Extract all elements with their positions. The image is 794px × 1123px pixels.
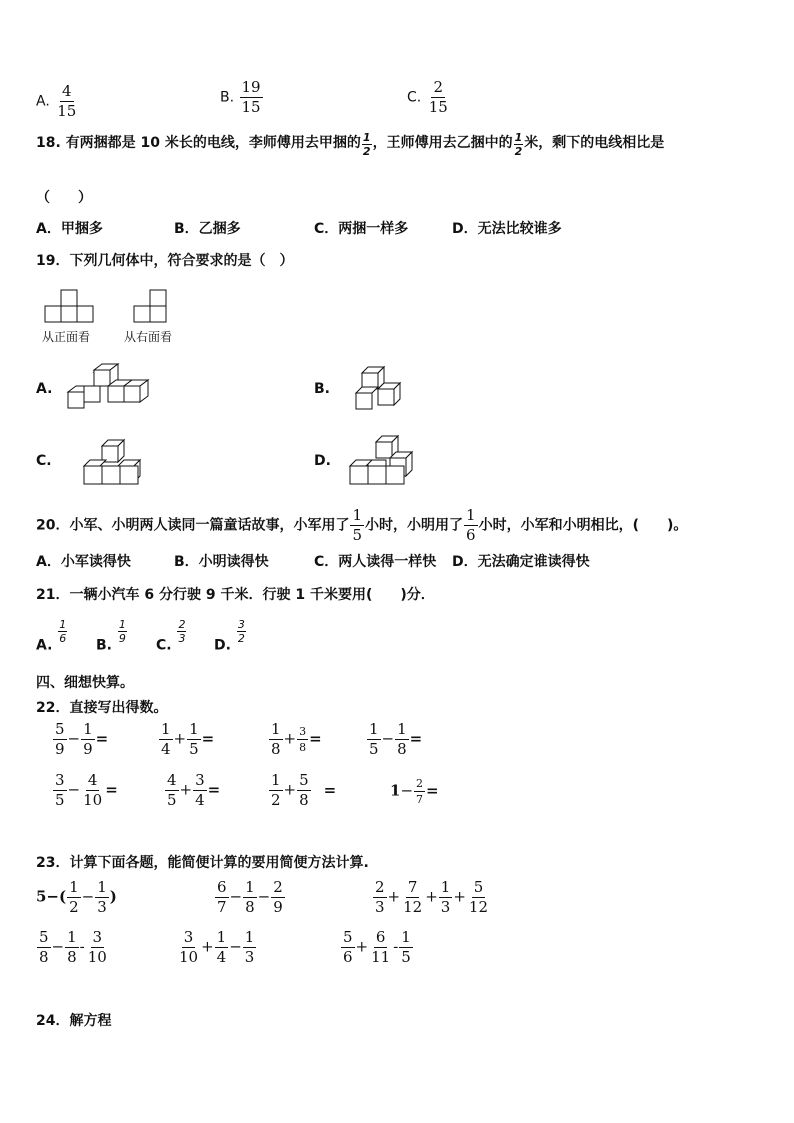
question-18 <box>36 132 664 157</box>
fraction: $\frac{7}{12}$ <box>403 878 423 916</box>
front-view-label: 从正面看 <box>42 330 91 344</box>
answer-paren: （ ） <box>36 190 92 206</box>
equals-sign: = <box>426 781 439 800</box>
q23-expr-2 <box>214 880 286 915</box>
suffix: ) <box>109 887 117 906</box>
fraction: $\frac{1}{3}$ <box>97 878 107 916</box>
fraction: $\frac{3}{10}$ <box>87 928 107 966</box>
q22-expr-7 <box>268 773 336 808</box>
fraction: $\frac{5}{8}$ <box>39 928 49 966</box>
fraction: $\frac{4}{10}$ <box>83 771 103 809</box>
question-text: ，王师傅用去乙捆中的 <box>372 135 513 151</box>
equals-sign: = <box>95 729 109 748</box>
operator: + <box>201 937 214 956</box>
fraction: $\frac{2}{15}$ <box>428 78 448 116</box>
q19-option-d-figure <box>348 432 420 488</box>
equals-sign: = <box>201 729 215 748</box>
operator: − <box>257 887 271 906</box>
question-text: 20．小军、小明两人读同一篇童话故事，小军用了 <box>36 517 350 534</box>
fraction: $\frac{4}{5}$ <box>167 771 177 809</box>
equals-sign: = <box>409 729 423 748</box>
fraction: $\frac{1}{2}$ <box>362 131 371 158</box>
option-label: C. <box>407 89 422 106</box>
fraction: $\frac{2}{3}$ <box>178 618 186 645</box>
operator: − <box>400 781 414 800</box>
fraction: $\frac{1}{5}$ <box>369 720 379 758</box>
question-text: 小时，小军和小明相比，( )。 <box>478 517 688 534</box>
fraction: $\frac{3}{5}$ <box>55 771 65 809</box>
option-label: C. <box>156 637 172 654</box>
q20-option-c: C．两人读得一样快 <box>314 554 437 570</box>
q18-option-b: B．乙捆多 <box>174 221 241 237</box>
fraction: $\frac{1}{5}$ <box>401 928 411 966</box>
operator: - <box>393 937 399 956</box>
operator: + <box>425 887 438 906</box>
fraction: $\frac{2}{9}$ <box>273 878 283 916</box>
q22-expr-2 <box>158 722 214 757</box>
operator: - <box>79 937 85 956</box>
operator: − <box>51 937 65 956</box>
fraction: $\frac{1}{6}$ <box>59 618 67 645</box>
fraction: $\frac{2}{3}$ <box>375 878 385 916</box>
whole-number: 1 <box>390 781 401 800</box>
option-label: A. <box>36 93 50 110</box>
q21-option-a <box>36 619 68 654</box>
fraction: $\frac{1}{5}$ <box>352 506 363 544</box>
fraction: $\frac{3}{4}$ <box>195 771 205 809</box>
equals-sign: = <box>207 780 221 799</box>
q19-option-b-label: B. <box>314 381 330 397</box>
fraction: $\frac{1}{8}$ <box>245 878 255 916</box>
operator: + <box>387 887 401 906</box>
question-21: 21．一辆小汽车 6 分行驶 9 千米．行驶 1 千米要用( )分． <box>36 587 435 603</box>
q19-option-c-figure <box>80 440 150 488</box>
operator: − <box>229 937 242 956</box>
q19-option-b-figure <box>356 367 406 413</box>
fraction: $\frac{1}{4}$ <box>161 720 171 758</box>
q18-option-a: A．甲捆多 <box>36 221 103 237</box>
fraction: $\frac{5}{8}$ <box>299 771 309 809</box>
question-19: 19．下列几何体中，符合要求的是（ ） <box>36 253 294 269</box>
fraction: $\frac{1}{2}$ <box>514 131 523 158</box>
q23-expr-4 <box>36 930 110 965</box>
question-24: 24．解方程 <box>36 1013 112 1029</box>
equals-sign: = <box>323 780 337 799</box>
fraction: $\frac{6}{7}$ <box>217 878 227 916</box>
operator: + <box>173 729 187 748</box>
q19-option-a-figure <box>68 366 158 414</box>
operator: + <box>179 780 193 799</box>
q23-expr-6 <box>340 930 414 965</box>
equals-sign: = <box>309 729 322 748</box>
option-label: A. <box>36 637 53 654</box>
operator: + <box>453 887 466 906</box>
q22-expr-5 <box>52 773 118 808</box>
option-label: D. <box>214 637 231 654</box>
q22-expr-3 <box>268 722 322 757</box>
q23-expr-3 <box>372 880 491 915</box>
operator: + <box>355 937 369 956</box>
q19-option-a-label: A. <box>36 381 53 397</box>
q22-expr-4 <box>366 722 422 757</box>
operator: − <box>67 780 81 799</box>
question-text: 小时，小明用了 <box>365 517 464 534</box>
fraction: $\frac{1}{8}$ <box>397 720 407 758</box>
fraction: $\frac{4}{15}$ <box>57 82 77 120</box>
q20-option-a: A．小军读得快 <box>36 554 131 570</box>
question-text: 米，剩下的电线相比是 <box>524 135 665 151</box>
fraction: $\frac{1}{2}$ <box>271 771 281 809</box>
fraction: $\frac{3}{2}$ <box>237 618 245 645</box>
fraction: $\frac{1}{2}$ <box>69 878 79 916</box>
question-22: 22．直接写出得数。 <box>36 700 168 716</box>
q22-expr-6 <box>164 773 220 808</box>
fraction: $\frac{5}{6}$ <box>343 928 353 966</box>
q17-option-a <box>36 84 79 119</box>
fraction: $\frac{1}{3}$ <box>440 878 451 916</box>
q21-option-d <box>214 619 247 654</box>
option-label: B. <box>96 637 112 654</box>
q20-option-d: D．无法确定谁读得快 <box>452 554 590 570</box>
prefix: 5−( <box>36 887 67 906</box>
q22-expr-8 <box>390 778 439 805</box>
fraction: $\frac{1}{5}$ <box>189 720 199 758</box>
right-view-label: 从右面看 <box>124 330 173 344</box>
operator: − <box>81 887 95 906</box>
question-number: 18. <box>36 135 61 151</box>
q19-option-c-label: C. <box>36 453 52 469</box>
fraction: $\frac{1}{9}$ <box>83 720 93 758</box>
q18-option-d: D．无法比较谁多 <box>452 221 562 237</box>
q20-option-b: B．小明读得快 <box>174 554 269 570</box>
operator: + <box>283 780 297 799</box>
q17-option-b <box>220 80 264 115</box>
q18-option-c: C．两捆一样多 <box>314 221 409 237</box>
fraction: $\frac{2}{7}$ <box>416 777 424 806</box>
fraction: $\frac{6}{11}$ <box>371 928 391 966</box>
fraction: $\frac{5}{12}$ <box>468 878 489 916</box>
option-label: B. <box>220 89 235 106</box>
section-heading: 四、细想快算。 <box>36 675 134 691</box>
q23-expr-1 <box>36 880 117 915</box>
q17-option-c <box>407 80 451 115</box>
question-20 <box>36 508 687 543</box>
q21-option-c <box>156 619 187 654</box>
fraction: $\frac{1}{8}$ <box>271 720 281 758</box>
fraction: $\frac{1}{9}$ <box>118 618 126 645</box>
question-23: 23．计算下面各题，能简便计算的要用简便方法计算. <box>36 855 369 871</box>
q22-expr-1 <box>52 722 108 757</box>
fraction: $\frac{1}{6}$ <box>466 506 476 544</box>
q19-option-d-label: D. <box>314 453 331 469</box>
equals-sign: = <box>105 780 118 799</box>
right-view-figure <box>133 289 173 327</box>
q23-expr-5 <box>176 930 257 965</box>
q21-option-b <box>96 619 128 654</box>
front-view-figure <box>44 289 104 327</box>
fraction: $\frac{1}{4}$ <box>216 928 227 966</box>
fraction: $\frac{1}{8}$ <box>67 928 77 966</box>
question-text: 有两捆都是 10 米长的电线，李师傅用去甲捆的 <box>65 135 361 151</box>
operator: + <box>283 729 297 748</box>
fraction: $\frac{1}{3}$ <box>244 928 255 966</box>
fraction: $\frac{3}{10}$ <box>179 928 199 966</box>
fraction: $\frac{5}{9}$ <box>55 720 65 758</box>
fraction: $\frac{19}{15}$ <box>241 78 261 116</box>
operator: − <box>229 887 243 906</box>
operator: − <box>381 729 395 748</box>
operator: − <box>67 729 81 748</box>
fraction: $\frac{3}{8}$ <box>299 725 307 754</box>
